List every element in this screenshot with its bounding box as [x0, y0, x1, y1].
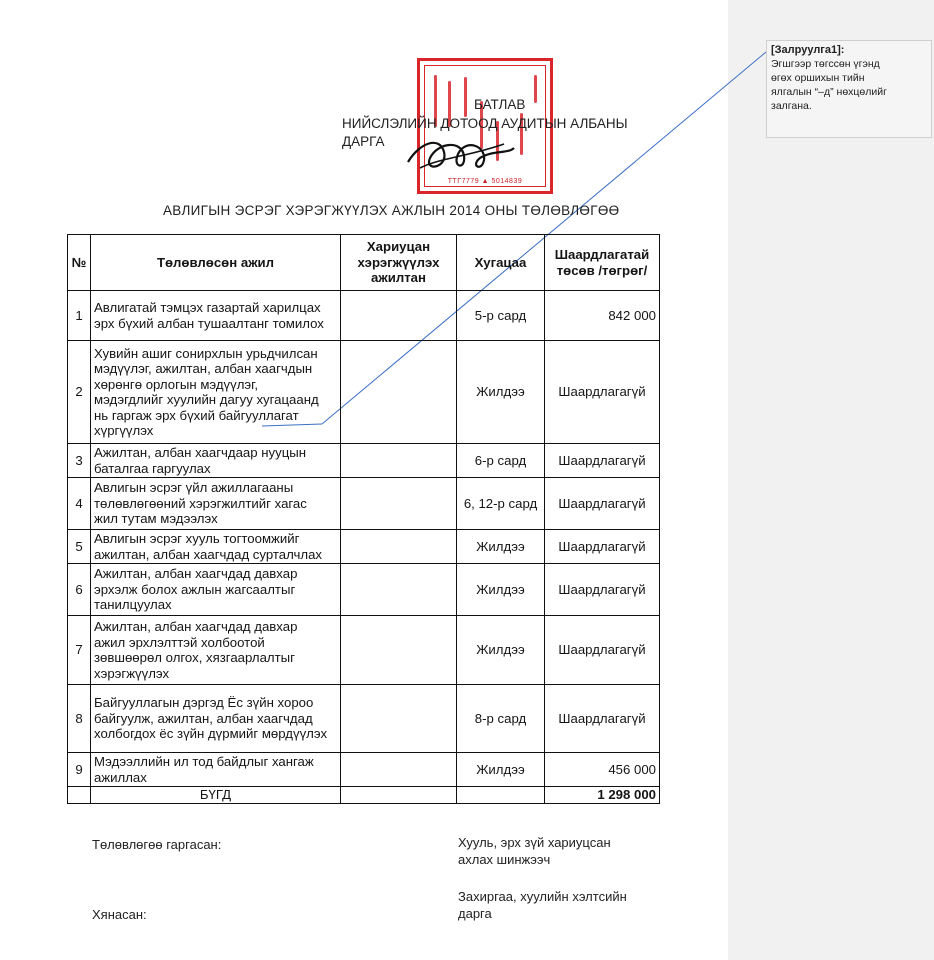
column-header-budget: Шаардлагатай төсөв /төгрөг/: [545, 235, 660, 291]
responsible-cell: [341, 341, 457, 444]
responsible-cell: [341, 478, 457, 530]
table-row: 4 Авлигын эсрэг үйл ажиллагааны төлөвлөгөөний хэрэгжилтийг хагас жил тутам мэдээлэх 6, 12-р сард Шаардлагагүй: [68, 478, 660, 530]
plan-table: [67, 234, 660, 804]
table-row: 2 Хувийн ашиг сонирхлын урьдчилсан мэдүүлэг, ажилтан, албан хаагчдын хөрөнгө орлогын мэдүүлэг, мэдэгдлийг хуулийн дагуу хугацаанд нь гаргаж эрх бүхий байгууллагат хүргүүлэх Жилдээ Шаардлагагүй: [68, 341, 660, 444]
comment-text-line: Эгшгээр төгссөн үгэнд: [771, 58, 880, 70]
table-row: 1 Авлигатай тэмцэх газартай харилцах эрх бүхий албан тушаалтанг томилох 5-р сард 842 000: [68, 291, 660, 341]
responsible-cell: [341, 685, 457, 753]
total-label: БҮГД: [91, 787, 341, 804]
table-row: 3 Ажилтан, албан хаагчдаар нууцын баталгаа гаргуулах 6-р сард Шаардлагагүй: [68, 444, 660, 478]
table-header-row: [68, 235, 660, 291]
total-value: 1 298 000: [545, 787, 660, 804]
comment-title: [Залруулга1]:: [771, 44, 845, 56]
prepared-by: Хууль, эрх зүй хариуцсан ахлах шинжээч: [458, 835, 611, 867]
column-header-responsible: Хариуцан хэрэгжүүлэх ажилтан: [341, 235, 457, 291]
table-row: 5 Авлигын эсрэг хууль тогтоомжийг ажилтан, албан хаагчдад сурталчлах Жилдээ Шаардлагагүй: [68, 530, 660, 564]
responsible-cell: [341, 616, 457, 685]
column-header-number: №: [68, 235, 91, 291]
table-row: 6 Ажилтан, албан хаагчдад давхар эрхэлж болох ажлын жагсаалтыг танилцуулах Жилдээ Шаардлагагүй: [68, 564, 660, 616]
reviewed-label: Хянасан:: [92, 907, 147, 922]
table-row: 9 Мэдээллийн ил тод байдлыг хангаж ажиллах Жилдээ 456 000: [68, 753, 660, 787]
comment-text-line: өгөх оршихын тийн: [771, 72, 865, 84]
approval-label: БАТЛАВ: [474, 97, 526, 112]
comment-text-line: залгана.: [771, 100, 812, 112]
comment-text-line: ялгалын “–д” нөхцөлийг: [771, 86, 887, 98]
reviewed-by: Захиргаа, хуулийн хэлтсийн дарга: [458, 889, 627, 921]
table-total-row: [68, 787, 660, 804]
document-title: АВЛИГЫН ЭСРЭГ ХЭРЭГЖҮҮЛЭХ АЖЛЫН 2014 ОНЫ ТӨЛӨВЛӨГӨӨ: [163, 203, 620, 218]
signature: [400, 128, 520, 178]
responsible-cell: [341, 291, 457, 341]
approval-position: ДАРГА: [342, 134, 385, 149]
comment-balloon[interactable]: [766, 40, 932, 138]
responsible-cell: [341, 444, 457, 478]
column-header-task: Төлөвлөсөн ажил: [91, 235, 341, 291]
column-header-deadline: Хугацаа: [457, 235, 545, 291]
responsible-cell: [341, 753, 457, 787]
responsible-cell: [341, 564, 457, 616]
stamp-code: ТТГ7779 ▲ 5014839: [447, 178, 523, 185]
table-row: 7 Ажилтан, албан хаагчдад давхар ажил эрхлэлттэй холбоотой зөвшөөрөл олгох, хязгаарлалтыг хэрэгжүүлэх Жилдээ Шаардлагагүй: [68, 616, 660, 685]
approval-org: НИЙСЛЭЛИЙН ДОТООД АУДИТЫН АЛБАНЫ: [342, 116, 628, 131]
table-row: 8 Байгууллагын дэргэд Ёс зүйн хороо байгуулж, ажилтан, албан хаагчдад холбогдох ёс зүйн дүрмийг мөрдүүлэх 8-р сард Шаардлагагүй: [68, 685, 660, 753]
responsible-cell: [341, 530, 457, 564]
prepared-label: Төлөвлөгөө гаргасан:: [92, 837, 222, 852]
